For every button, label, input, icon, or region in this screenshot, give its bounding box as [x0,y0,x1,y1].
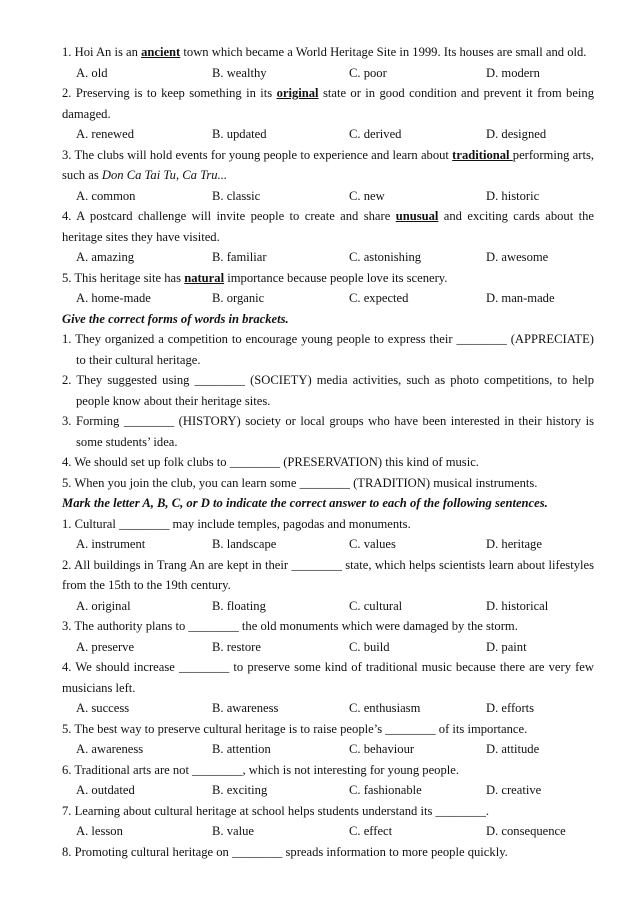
answer-option: B. exciting [212,783,268,797]
answer-option: C. poor [349,65,387,80]
section-heading-word-forms: Give the correct forms of words in brackets. [62,311,289,326]
answer-option: B. landscape [212,537,277,551]
answer-option: C. new [349,188,385,203]
key-word: original [276,86,319,100]
answer-option: C. build [349,639,390,654]
answer-option: D. man-made [486,291,555,305]
answer-option: A. home-made [76,291,151,305]
worksheet-page [62,42,594,862]
word-form-question: 5. When you join the club, you can learn some ________ (TRADITION) musical instruments. [62,475,538,490]
answer-option: B. updated [212,127,267,141]
answer-options [62,698,594,719]
answer-option: A. success [76,701,130,715]
question [62,206,594,247]
question-text: 4. A postcard challenge will invite people to create and share [62,209,396,223]
answer-option: D. historical [486,598,549,613]
answer-option: A. awareness [76,742,144,756]
multiple-choice-section [62,514,594,863]
question: 8. Promoting cultural heritage on ________ spreads information to more people quickly. [62,844,508,859]
answer-option: B. floating [212,598,266,613]
answer-options [62,780,594,801]
question: 3. The authority plans to ________ the old monuments which were damaged by the storm. [62,619,518,633]
word-form-question: 2. They suggested using ________ (SOCIETY) media activities, such as photo competitions, to help people know about their heritage sites. [62,373,594,408]
question [62,268,594,289]
answer-option: C. fashionable [349,783,422,797]
question-text: state or in good condition and prevent it from being damaged. [62,86,594,121]
answer-option: A. preserve [76,639,135,654]
question [62,83,594,124]
answer-option: D. awesome [486,250,549,264]
answer-option: A. renewed [76,127,135,141]
answer-options [62,739,594,760]
question-text: and exciting cards about the heritage sites they have visited. [62,209,594,244]
question: 6. Traditional arts are not ________, which is not interesting for young people. [62,762,459,777]
answer-option: C. expected [349,291,409,305]
answer-option: C. enthusiasm [349,701,421,715]
answer-option: A. common [76,188,136,203]
key-word: unusual [395,209,439,223]
answer-option: D. consequence [486,824,566,838]
question-text: 1. Hoi An is an [62,45,142,59]
answer-option: A. original [76,598,131,613]
answer-option: D. designed [486,127,547,141]
question [62,145,594,186]
answer-option: A. old [76,65,108,80]
question: 1. Cultural ________ may include temples, pagodas and monuments. [62,516,411,531]
answer-option: D. paint [486,639,527,654]
answer-options [62,63,594,84]
key-word: natural [184,270,225,285]
answer-option: D. creative [486,783,542,797]
answer-option: A. lesson [76,824,123,838]
word-form-question: 3. Forming ________ (HISTORY) society or local groups who have been interested in their history is some students’ idea. [62,414,594,449]
question: 4. We should increase ________ to preserve some kind of traditional music because there are very few musicians left. [62,660,594,695]
question-text: importance because people love its scenery. [224,270,448,285]
question: 2. All buildings in Trang An are kept in their ________ state, which helps scientists learn about lifestyles from the 15th to the 19th century. [62,557,594,592]
example-text: Don Ca Tai Tu, Ca Tru... [101,168,228,182]
answer-option: A. instrument [76,537,146,551]
question-text: 2. Preserving is to keep something in its [62,86,277,100]
question-text: 5. This heritage site has [62,270,185,285]
answer-option: D. heritage [486,537,542,551]
answer-option: D. historic [486,188,540,203]
vocabulary-section [62,42,594,309]
answer-option: D. modern [486,65,540,80]
answer-options [62,821,594,842]
answer-option: D. attitude [486,742,540,756]
answer-options [62,247,594,268]
question-text: performing arts, such as [62,147,594,182]
answer-option: B. restore [212,639,261,654]
word-form-section [62,329,594,493]
question-text: town which became a World Heritage Site in 1999. Its houses are small and old. [180,45,587,59]
answer-option: C. behaviour [349,742,415,756]
answer-option: C. cultural [349,598,403,613]
key-word: traditional [452,147,513,162]
answer-option: A. outdated [76,783,135,797]
answer-option: C. values [349,537,396,551]
answer-option: B. familiar [212,250,267,264]
question [62,42,594,63]
word-form-question: 1. They organized a competition to encourage young people to express their ________ (APPRECIATE) to their cultural heritage. [62,332,594,367]
answer-option: B. wealthy [212,65,267,80]
answer-option: C. astonishing [349,250,422,264]
answer-option: C. derived [349,127,402,141]
answer-options [62,288,594,309]
answer-option: B. classic [212,188,261,203]
question: 5. The best way to preserve cultural heritage is to raise people’s ________ of its importance. [62,721,528,736]
section-heading-multiple-choice: Mark the letter A, B, C, or D to indicate the correct answer to each of the following sentences. [62,496,548,510]
answer-options [62,124,594,145]
answer-option: B. awareness [212,701,279,715]
key-word: ancient [141,45,181,59]
answer-option: A. amazing [76,250,135,264]
answer-options [62,596,594,617]
answer-option: B. value [212,824,254,838]
answer-option: C. effect [349,824,393,838]
word-form-question: 4. We should set up folk clubs to ________ (PRESERVATION) this kind of music. [62,455,479,469]
answer-option: B. attention [212,742,271,756]
question-text: 3. The clubs will hold events for young people to experience and learn about [62,147,453,162]
question: 7. Learning about cultural heritage at school helps students understand its ________. [62,803,490,818]
answer-option: D. efforts [486,701,535,715]
answer-option: B. organic [212,291,265,305]
answer-options [62,637,594,658]
answer-options [62,186,594,207]
answer-options [62,534,594,555]
